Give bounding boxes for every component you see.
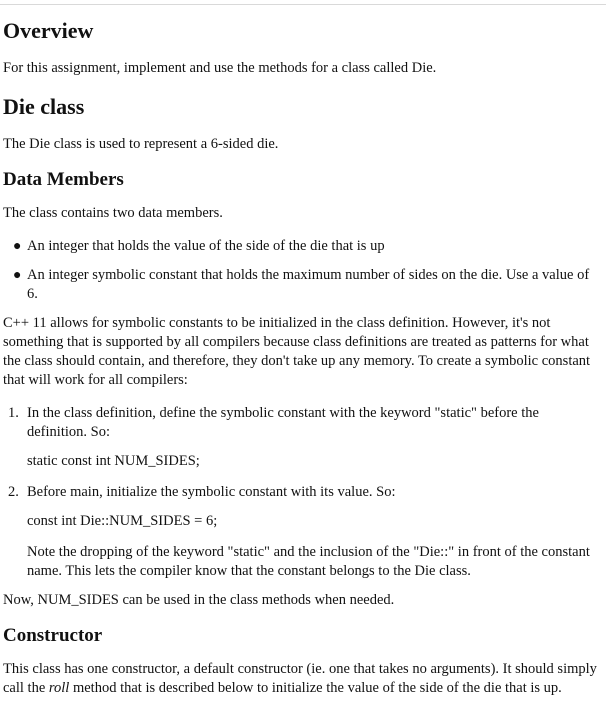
closing-text: Now, NUM_SIDES can be used in the class methods when needed. [3,592,395,608]
constructor-heading: Constructor [3,625,103,646]
step-item [8,404,601,471]
list-item [13,266,601,304]
overview-heading: Overview [3,18,94,43]
step-text: In the class definition, define the symbolic constant with the keyword "static" before the definition. So: [27,405,539,440]
data-members-list [3,237,601,304]
overview-text: For this assignment, implement and use the methods for a class called Die. [3,60,437,76]
cpp11-note: C++ 11 allows for symbolic constants to be initialized in the class definition. However, it's not something that is supported by all compilers because class definitions are treated as patterns for what the class should contain, and therefore, they don't take up any memory. To create a symbolic constant that will work for all compilers: [3,315,591,388]
list-item-text: An integer symbolic constant that holds the maximum number of sides on the die. Use a value of 6. [27,267,590,302]
data-members-intro: The class contains two data members. [3,205,223,221]
die-class-text: The Die class is used to represent a 6-sided die. [3,136,279,152]
constructor-text [3,660,601,698]
step-item [8,483,601,581]
code-snippet: const int Die::NUM_SIDES = 6; [27,513,218,529]
list-item-text: An integer that holds the value of the side of the die that is up [27,238,385,254]
step-number: 2. [8,484,19,500]
constructor-text-start: This class has one constructor, a default constructor (ie. one that takes no arguments). It should simply call the [3,661,597,696]
top-divider [0,4,606,5]
data-members-heading: Data Members [3,169,124,190]
die-class-heading: Die class [3,94,85,119]
roll-method-emphasis: roll [48,680,70,696]
steps-list [3,404,601,581]
step-text: Before main, initialize the symbolic constant with its value. So: [27,484,396,500]
bullet-icon: ● [13,268,22,283]
code-snippet: static const int NUM_SIDES; [27,453,200,469]
constructor-text-end: method that is described below to initialize the value of the side of the die that is up. [69,680,562,696]
step-note: Note the dropping of the keyword "static" and the inclusion of the "Die::" in front of the constant name. This lets the compiler know that the constant belongs to the Die class. [27,544,590,579]
bullet-icon: ● [13,239,22,254]
step-number: 1. [8,405,19,421]
document-body [3,16,601,712]
list-item [13,237,601,256]
